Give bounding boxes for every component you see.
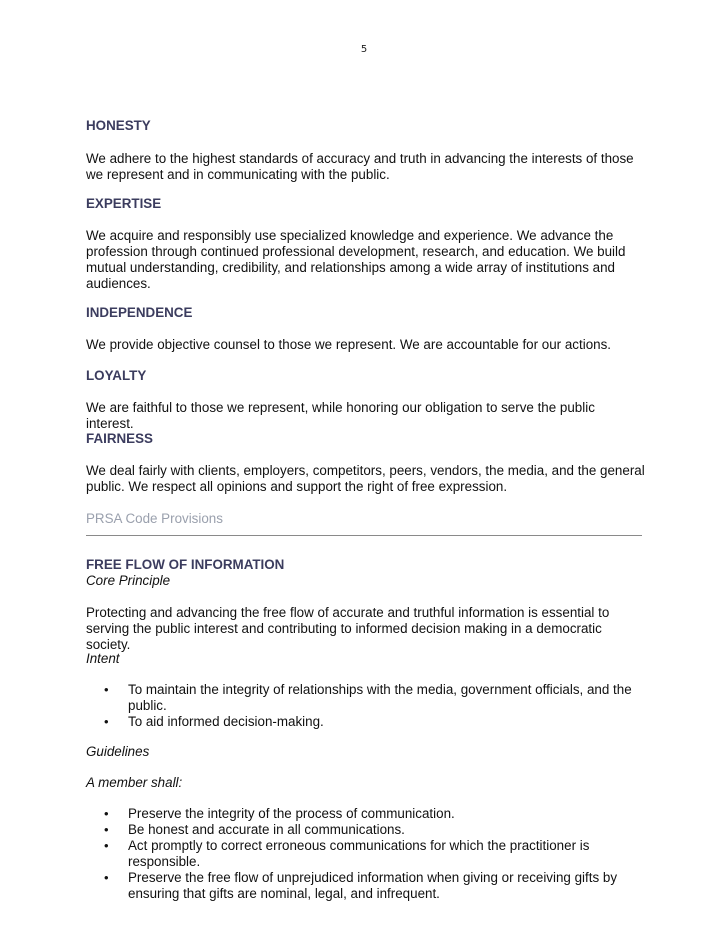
heading-fairness: FAIRNESS — [86, 431, 153, 446]
core-principle-label: Core Principle — [86, 573, 171, 588]
list-item: • Act promptly to correct erroneous communications for which the practitioner is responsible. — [86, 838, 646, 870]
guidelines-label: Guidelines — [86, 744, 150, 759]
list-item: • Preserve the integrity of the process of communication. — [86, 806, 646, 822]
independence-text: We provide objective counsel to those we represent. We are accountable for our actions. — [86, 337, 612, 352]
heading-loyalty: LOYALTY — [86, 368, 147, 383]
list-item: • To aid informed decision-making. — [86, 714, 646, 730]
code-provisions-title: PRSA Code Provisions — [86, 511, 223, 526]
intent-list — [86, 682, 646, 730]
heading-honesty: HONESTY — [86, 118, 151, 133]
honesty-text: We adhere to the highest standards of accuracy and truth in advancing the interests of those we represent and in communicating with the public. — [86, 151, 634, 182]
fairness-text: We deal fairly with clients, employers, competitors, peers, vendors, the media, and the general public. We respect all opinions and support the right of free expression. — [86, 463, 645, 494]
list-item: • Preserve the free flow of unprejudiced information when giving or receiving gifts by ensuring that gifts are nominal, legal, and infrequent. — [86, 870, 646, 902]
guidelines-list — [86, 806, 646, 902]
core-principle-text: Protecting and advancing the free flow of accurate and truthful information is essential to serving the public interest and contributing to informed decision making in a democratic society. — [86, 605, 610, 652]
member-shall-label: A member shall: — [86, 775, 183, 790]
loyalty-text: We are faithful to those we represent, while honoring our obligation to serve the public interest. — [86, 400, 595, 431]
heading-expertise: EXPERTISE — [86, 196, 162, 211]
section-divider — [86, 535, 642, 536]
expertise-text: We acquire and responsibly use specialized knowledge and experience. We advance the profession through continued professional development, research, and education. We build mutual understanding, credibility, and relationships among a wide array of institutions and audiences. — [86, 228, 626, 291]
page-number: 5 — [360, 44, 368, 55]
section-heading: FREE FLOW OF INFORMATION — [86, 557, 285, 572]
list-item: • To maintain the integrity of relationships with the media, government officials, and the public. — [86, 682, 646, 714]
list-item: • Be honest and accurate in all communications. — [86, 822, 646, 838]
heading-independence: INDEPENDENCE — [86, 305, 193, 320]
intent-label: Intent — [86, 651, 120, 666]
